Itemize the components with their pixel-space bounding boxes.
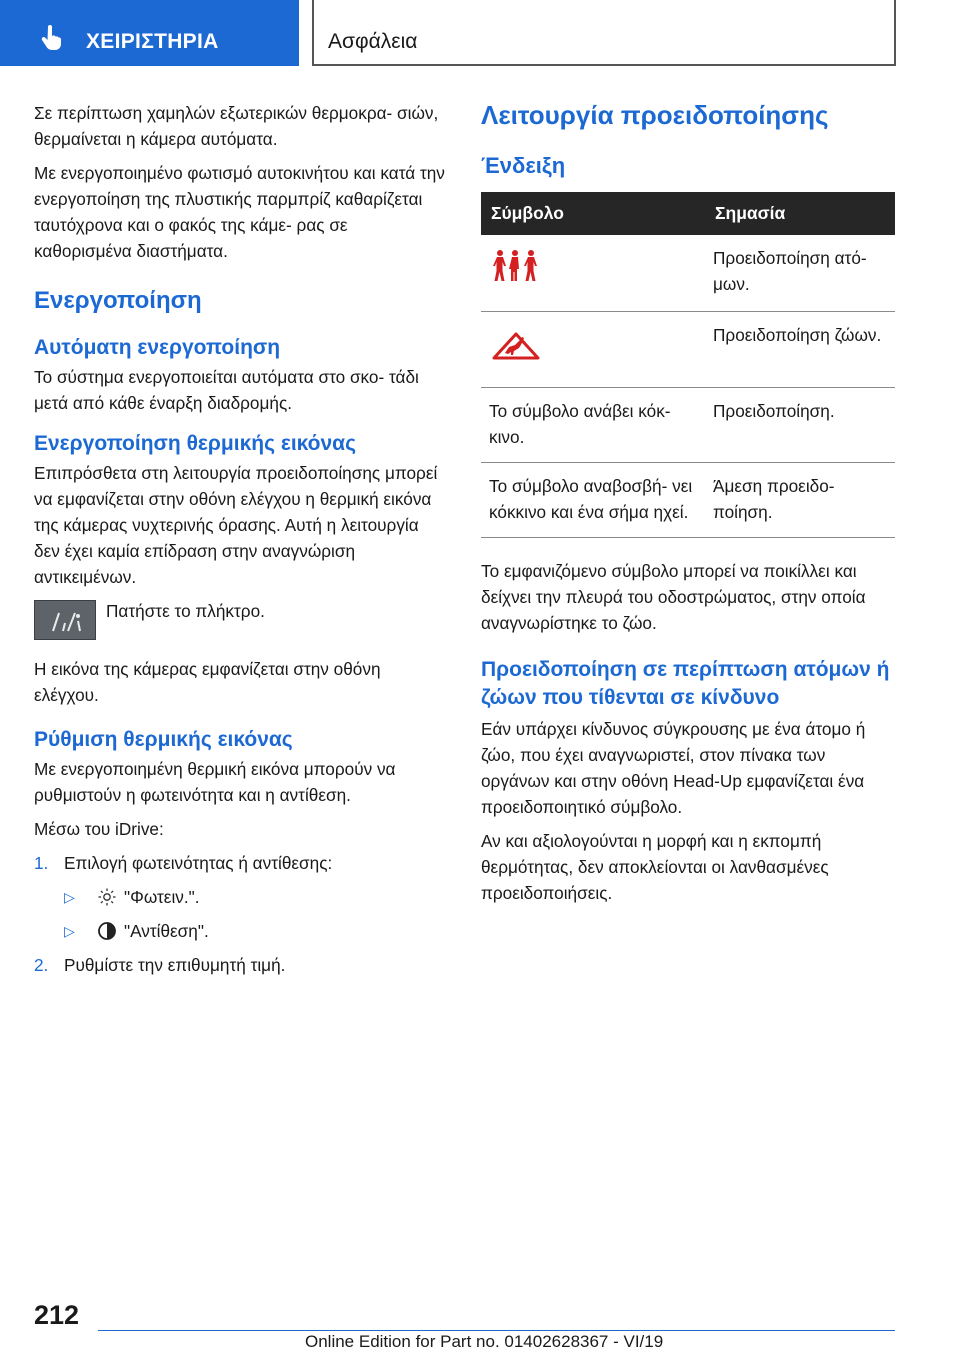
night-vision-button-icon[interactable]	[34, 600, 96, 640]
table-cell-meaning: Άμεση προειδο- ποίηση.	[705, 462, 895, 537]
table-cell-symbol	[481, 311, 705, 387]
paragraph-symbol-varies: Το εμφανιζόμενο σύμβολο μπορεί να ποικίλλει και δείχνει την πλευρά του οδοστρώματος, στην οποία αναγνωρίστηκε το ζώο.	[481, 560, 866, 633]
paragraph-cleaning: Με ενεργοποιημένο φωτισμό αυτοκινήτου και κατά την ενεργοποίηση της πλυστικής παρμπρίζ καθαρίζεται ταυτόχρονα και ο φακός της κάμε- ρας σε καθορισμένα διαστήματα.	[34, 163, 445, 261]
paragraph-display: Η εικόνα της κάμερας εμφανίζεται στην οθόνη ελέγχου.	[34, 659, 381, 705]
step-text: Ρυθμίστε την επιθυμητή τιμή.	[64, 955, 286, 975]
left-column	[34, 100, 446, 986]
heading-activation: Ενεργοποίηση	[34, 287, 202, 314]
table-row	[481, 311, 895, 387]
page-header	[0, 0, 960, 66]
step-text: Επιλογή φωτεινότητας ή αντίθεσης:	[64, 853, 333, 873]
substep-text: "Αντίθεση".	[124, 921, 209, 941]
table-cell-symbol: Το σύμβολο αναβοσβή- νει κόκκινο και ένα σήμα ηχεί.	[481, 462, 705, 537]
section-title-box	[312, 0, 896, 66]
contrast-icon	[94, 920, 120, 942]
section-title: Ασφάλεια	[328, 30, 418, 53]
press-button-text: Πατήστε το πλήκτρο.	[106, 601, 265, 621]
paragraph-thermal-setting: Με ενεργοποιημένη θερμική εικόνα μπορούν να ρυθμιστούν η φωτεινότητα και η αντίθεση.	[34, 759, 396, 805]
right-column	[481, 100, 895, 914]
heading-danger-warning: Προειδοποίηση σε περίπτωση ατόμων ή ζώων που τίθενται σε κίνδυνο	[481, 657, 890, 709]
table-cell-symbol: Το σύμβολο ανάβει κόκ- κινο.	[481, 387, 705, 462]
table-row	[481, 462, 895, 537]
heading-thermal-setting: Ρύθμιση θερμικής εικόνας	[34, 728, 293, 751]
step-item	[34, 952, 446, 978]
manual-tab-label: ΧΕΙΡΙΣΤΗΡΙΑ	[86, 30, 219, 53]
steps-list-continued	[34, 952, 446, 978]
substep-brightness	[34, 884, 446, 910]
table-row	[481, 235, 895, 311]
table-cell-meaning: Προειδοποίηση ζώων.	[705, 311, 895, 387]
steps-list	[34, 850, 446, 876]
substep-marker: ▷	[64, 923, 75, 939]
press-button-row	[34, 600, 446, 640]
heading-warning-function: Λειτουργία προειδοποίησης	[481, 100, 829, 130]
heading-thermal-activation: Ενεργοποίηση θερμικής εικόνας	[34, 432, 357, 455]
table-header-meaning: Σημασία	[705, 192, 895, 235]
step-item	[34, 850, 446, 876]
table-cell-symbol	[481, 235, 705, 311]
footer-divider	[98, 1330, 895, 1331]
manual-tab[interactable]	[0, 0, 299, 66]
substep-contrast	[34, 918, 446, 944]
substep-text: "Φωτειν.".	[124, 887, 200, 907]
heading-auto-activation: Αυτόματη ενεργοποίηση	[34, 336, 281, 359]
pointing-hand-icon	[40, 25, 64, 51]
paragraph-heating: Σε περίπτωση χαμηλών εξωτερικών θερμοκρα- σιών, θερμαίνεται η κάμερα αυτόματα.	[34, 103, 439, 149]
table-header-symbol: Σύμβολο	[481, 192, 705, 235]
step-number: 1.	[34, 853, 49, 873]
substep-marker: ▷	[64, 889, 75, 905]
sun-icon	[94, 886, 120, 908]
table-row	[481, 387, 895, 462]
pedestrian-warning-icon	[491, 249, 541, 283]
paragraph-danger-1: Εάν υπάρχει κίνδυνος σύγκρουσης με ένα άτομο ή ζώο, που έχει αναγνωριστεί, στον πίνακα των οργάνων και στην οθόνη Head-Up εμφανίζεται ένα προειδοποιητικό σύμβολο.	[481, 718, 866, 817]
paragraph-danger-2: Αν και αξιολογούνται η μορφή και η εκπομπή θερμότητας, δεν αποκλείονται οι λανθασμένες προειδοποιήσεις.	[481, 830, 829, 903]
table-cell-meaning: Προειδοποίηση.	[705, 387, 895, 462]
table-header-row	[481, 192, 895, 235]
paragraph-auto-activation: Το σύστημα ενεργοποιείται αυτόματα στο σκο- τάδι μετά από κάθε έναρξη διαδρομής.	[34, 367, 419, 413]
symbol-table	[481, 192, 895, 538]
heading-indication: Ένδειξη	[481, 153, 566, 178]
paragraph-thermal-activation: Επιπρόσθετα στη λειτουργία προειδοποίησης μπορεί να εμφανίζεται στην οθόνη ελέγχου η θερμική εικόνα της κάμερας νυχτερινής όρασης. Αυτή η λειτουργία δεν έχει καμία επίδραση στην αναγνώριση αντικειμένων.	[34, 463, 438, 587]
table-cell-meaning: Προειδοποίηση ατό- μων.	[705, 235, 895, 311]
animal-warning-icon	[491, 328, 541, 362]
paragraph-idrive: Μέσω του iDrive:	[34, 819, 164, 839]
footer-edition: Online Edition for Part no. 01402628367 - VI/19	[305, 1332, 664, 1351]
page-number: 212	[34, 1300, 80, 1330]
step-number: 2.	[34, 955, 49, 975]
